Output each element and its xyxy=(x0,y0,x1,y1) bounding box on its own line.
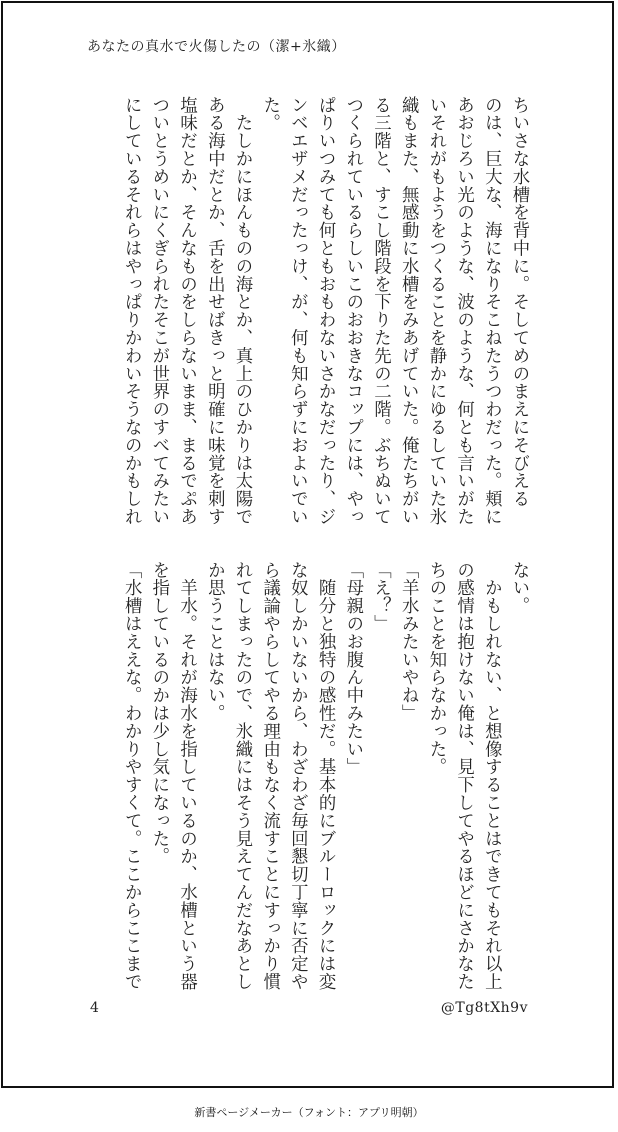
text-column: 羊水。それが海水を指しているのか、水槽という器 xyxy=(176,561,197,991)
page-number: 4 xyxy=(90,1000,99,1016)
text-column: ンベエザメだったっけ、が、何も知らずにおよいでい xyxy=(287,96,308,526)
text-column: 随分と独特の感性だ。基本的にブルーロックには変 xyxy=(315,561,336,991)
text-column: 「羊水みたいやね」 xyxy=(398,561,419,723)
text-column: のは、巨大な、海になりそこねたうつわだった。頬に xyxy=(481,96,502,526)
text-column: か思うことはない。 xyxy=(204,561,225,723)
text-column: を指しているのかは少し気になった。 xyxy=(148,561,169,866)
lower-text-block xyxy=(90,561,532,991)
text-column: あおじろい光のような、波のような、何とも言いがた xyxy=(453,96,474,526)
author-handle: @Tg8tXh9v xyxy=(440,1000,528,1016)
page-title: あなたの真水で火傷したの（潔+氷織） xyxy=(87,39,346,55)
text-column: たしかにほんものの海とか、真上のひかりは太陽で xyxy=(231,96,252,526)
text-column: ちいさな水槽を背中に。そしてめのまえにそびえる xyxy=(509,96,529,508)
footer-credit: 新書ページメーカー（フォント：アプリ明朝） xyxy=(194,1106,424,1119)
text-column: ついとうめいにくぎられたそこが世界のすべてみたい xyxy=(148,96,169,526)
upper-text-block xyxy=(90,96,532,526)
text-column: な奴しかいないから、わざわざ毎回懇切丁寧に否定や xyxy=(287,561,308,991)
text-column: 織もまた、無感動に水槽をみあげていた。俺たちがい xyxy=(398,96,419,526)
text-column: ら議論やらしてやる理由もなく流すことにすっかり慣 xyxy=(259,561,280,991)
text-column: れてしまったので、氷織にはそう見えてんだなあとし xyxy=(231,561,252,991)
text-column: にしているそれらはやっぱりかわいそうなのかもしれ xyxy=(121,96,142,526)
text-column: た。 xyxy=(259,96,280,132)
text-column: 「水槽はええな。わかりやすくて。ここからここまで xyxy=(121,561,142,991)
text-column: ぱりいつみても何ともおもわないさかなだったり、ジ xyxy=(315,96,336,526)
text-column: つくられているらしいこのおおきなコップには、やっ xyxy=(342,96,363,526)
text-column: いそれがもようをつくることを静かにゆるしていた氷 xyxy=(425,96,446,526)
text-column: 塩味だとか、そんなものをしらないまま、まるでぷあ xyxy=(176,96,197,526)
text-column: る三階と、すこし階段を下りた先の二階。ぶちぬいて xyxy=(370,96,391,526)
text-column: ある海中だとか、舌を出せばきっと明確に味覚を刺す xyxy=(204,96,225,526)
text-column: 「え？」 xyxy=(370,561,391,633)
text-column: ちのことを知らなかった。 xyxy=(425,561,446,776)
text-column: かもしれない、と想像することはできてもそれ以上 xyxy=(481,561,502,991)
text-column: 「母親のお腹ん中みたい」 xyxy=(342,561,363,776)
text-column: ない。 xyxy=(509,561,529,615)
text-column: の感情は抱けない俺は、見下してやるほどにさかなた xyxy=(453,561,474,991)
